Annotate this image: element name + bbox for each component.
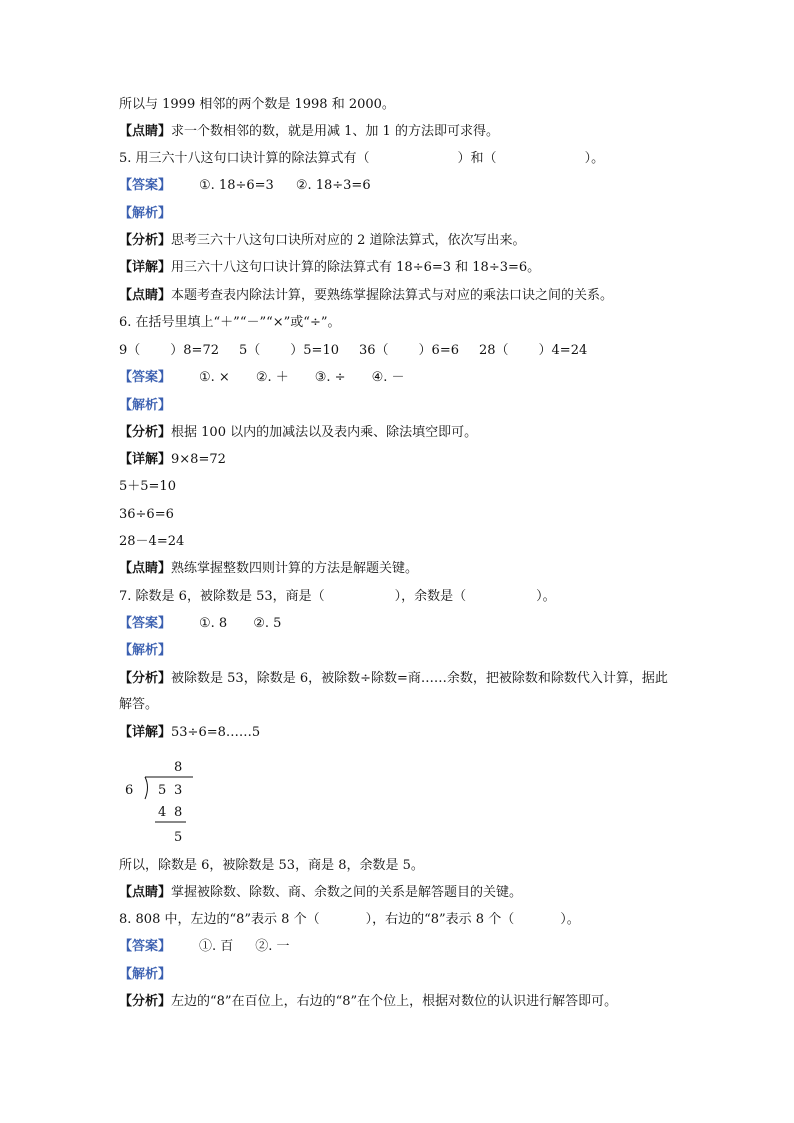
answer-line — [119, 614, 281, 634]
product-digit: 4 — [158, 805, 167, 820]
answer-1: ①. × — [199, 370, 230, 385]
long-division-diagram — [119, 755, 199, 849]
question-8-stem: 8. 808 中，左边的“8”表示 8 个（ ），右边的“8”表示 8 个（ ）。 — [119, 912, 580, 927]
division-bracket — [145, 777, 148, 799]
stem-part: ）和（ — [457, 151, 497, 166]
fenxi-line: 【分析】思考三六十八这句口诀所对应的 2 道除法算式，依次写出来。 — [119, 233, 526, 248]
answer-tag: 【答案】 — [119, 939, 172, 954]
xiangjie-line: 【详解】53÷6=8……5 — [119, 725, 261, 740]
text-line: 所以与 1999 相邻的两个数是 1998 和 2000。 — [119, 97, 395, 112]
analysis-tag: 【解析】 — [119, 967, 172, 982]
question-6-blanks: 9（ ）8=72 5（ ）5=10 36（ ）6=6 28（ ）4=24 — [119, 343, 588, 358]
question-7-stem: 7. 除数是 6，被除数是 53，商是（ ），余数是（ ）。 — [119, 589, 556, 604]
remainder-digit: 5 — [174, 830, 183, 845]
calc-line: 5＋5=10 — [119, 479, 176, 494]
fenxi-line: 【分析】被除数是 53，除数是 6，被除数÷除数=商……余数，把被除数和除数代入计算，据此解答。 — [119, 671, 668, 712]
fenxi-line: 【分析】根据 100 以内的加减法以及表内乘、除法填空即可。 — [119, 425, 478, 440]
dianjing-line — [119, 122, 499, 142]
xiangjie-line: 【详解】9×8=72 — [119, 452, 226, 467]
answer-4: ④. － — [371, 370, 405, 385]
answer-tag: 【答案】 — [119, 616, 172, 631]
dianjing-line: 【点睛】熟练掌握整数四则计算的方法是解题关键。 — [119, 561, 419, 576]
fenxi-line: 【分析】左边的“8”在百位上，右边的“8”在个位上，根据对数位的认识进行解答即可。 — [119, 994, 618, 1009]
conclusion-line: 所以，除数是 6，被除数是 53，商是 8，余数是 5。 — [119, 858, 424, 873]
calc-line: 36÷6=6 — [119, 507, 174, 522]
xiangjie-line: 【详解】用三六十八这句口诀计算的除法算式有 18÷6=3 和 18÷3=6。 — [119, 260, 541, 275]
divisor-digit: 6 — [125, 783, 134, 798]
stem-part: 5. 用三六十八这句口诀计算的除法算式有（ — [119, 151, 370, 166]
analysis-tag: 【解析】 — [119, 643, 172, 658]
stem-part: ）。 — [584, 151, 605, 166]
answer-1: ①. 8 — [199, 616, 228, 631]
answer-tag: 【答案】 — [119, 178, 172, 193]
answer-line — [119, 368, 404, 388]
calc-line: 28－4=24 — [119, 534, 185, 549]
question-6-stem: 6. 在括号里填上“＋”“－”“×”或“÷”。 — [119, 315, 341, 330]
answer-1: ①. 18÷6=3 — [199, 178, 274, 193]
dividend-digit: 3 — [174, 783, 183, 798]
dianjing-line: 【点睛】本题考查表内除法计算，要熟练掌握除法算式与对应的乘法口诀之间的关系。 — [119, 288, 614, 303]
answer-tag: 【答案】 — [119, 370, 172, 385]
answer-1: ①. 百 — [199, 939, 234, 954]
answer-2: ②. 一 — [255, 939, 290, 954]
answer-3: ③. ÷ — [314, 370, 346, 385]
product-digit: 8 — [174, 805, 183, 820]
answer-line — [119, 937, 290, 957]
question-5-stem — [119, 149, 604, 169]
answer-2: ②. 18÷3=6 — [295, 178, 371, 193]
answer-2: ②. ＋ — [255, 370, 289, 385]
dianjing-line: 【点睛】掌握被除数、除数、商、余数之间的关系是解答题目的关键。 — [119, 885, 523, 900]
dianjing-tag: 【点睛】 — [119, 124, 172, 139]
analysis-tag: 【解析】 — [119, 206, 172, 221]
dianjing-text: 求一个数相邻的数，就是用减 1、加 1 的方法即可求得。 — [171, 124, 499, 139]
dividend-digit: 5 — [158, 783, 167, 798]
analysis-tag: 【解析】 — [119, 398, 172, 413]
answer-line — [119, 176, 371, 196]
answer-2: ②. 5 — [253, 616, 282, 631]
quotient-digit: 8 — [174, 760, 183, 775]
